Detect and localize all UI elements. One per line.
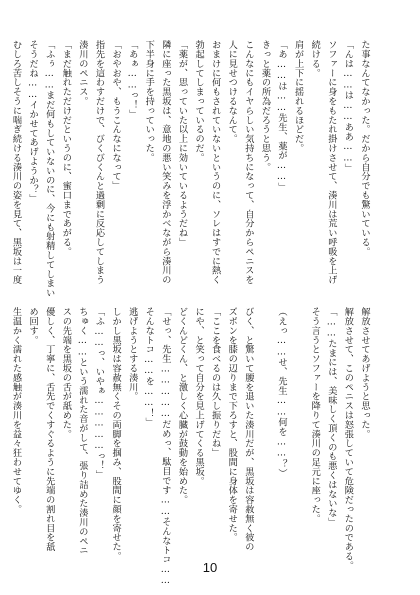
text-line: しかし黒坂は容赦無くその両脚を掴み、股間に顔を寄せた。 — [110, 307, 122, 561]
text-line: 勃起してしまっているのだ。 — [193, 40, 205, 163]
text-line: むしろ苦しそうに喘ぎ続ける湊川の姿を見て、黒坂は一度 — [10, 40, 22, 285]
text-line: 「ここを食べるのは久し振りだね」 — [209, 307, 221, 458]
text-line: 下半身に手を持っていった。 — [143, 40, 155, 163]
text-line: 続ける。 — [309, 40, 321, 78]
text-line: 肩が上下に揺れるほどだ。 — [292, 40, 304, 153]
text-line: 「あぁ……っ！」 — [126, 40, 138, 119]
text-line: 「せっ、先生……………だめっ、駄目です……そんなトコ…… — [159, 307, 171, 587]
text-line: ちゅく……という濡れた音がして、張り詰めた湊川のペニ — [76, 307, 88, 555]
text-line: （えっ……せ、先生……何を……？） — [276, 307, 288, 478]
text-line: スの先端を黒坂の舌が舐めた。 — [60, 307, 72, 439]
text-line: 「ふ……っ、いやぁ……………っ！」 — [93, 307, 105, 480]
text-line: 逃げようとする湊川。 — [126, 307, 138, 401]
text-line: おまけに何もされていないというのに、ソレはすでに熱く — [209, 40, 221, 285]
text-line: 「……たまには、美味しく頂くのも悪くはないな」 — [325, 307, 337, 527]
text-line: 「んは……は……ああ……」 — [342, 40, 354, 173]
upper-text-block — [7, 40, 372, 298]
text-line: 解放させて、このペニスは怒張していて危険だったのである。 — [342, 307, 354, 571]
text-line: 指先を這わすだけで、びくびくんと過剰に反応してしまう — [93, 40, 105, 285]
text-line: 「ふぅ……まだ何もしていないのに、今にも射精してしまい — [43, 40, 55, 298]
text-line: ズボンを膝の辺りまで下ろすと、股間に身体を寄せた。 — [226, 307, 238, 542]
text-line: こんなにもイヤらしい気持ちになって、自分からペニスを — [242, 40, 254, 285]
text-line: にや、と笑って自分を見上げてくる黒坂。 — [193, 307, 205, 486]
page-number: 10 — [202, 560, 218, 575]
text-line: 「薬が、思っていた以上に効いているようだね」 — [176, 40, 188, 247]
text-line: 解放させてあげようと思った。 — [359, 307, 370, 439]
text-line: 優しく、丁寧に、舌先でくすぐるように先端の割れ目を舐 — [43, 307, 55, 552]
text-line: め回す。 — [27, 307, 39, 345]
text-line: 湊川のペニス。 — [76, 40, 88, 106]
text-line: 「まだ触れただけだというのに、蜜口まであがる。 — [60, 40, 72, 257]
text-line: た事なんてなかった。だから自分でも驚いている。 — [359, 40, 370, 257]
text-line: きっと薬の所為だろうと思う。 — [259, 40, 271, 172]
text-line: そんなトコ……を……！」 — [143, 307, 155, 427]
text-line: 人に見せつけるなんて。 — [226, 40, 238, 144]
text-line: ソファーに身をもたれ掛けさせて、湊川は荒い呼吸を上げ — [325, 40, 337, 285]
text-line: 生温かく濡れた感触が湊川を益々狂わせてゆく。 — [10, 307, 22, 514]
text-line: そうだね……イかせてあげようか？」 — [27, 40, 39, 204]
text-line: 「おやおや、もうこんなになって」 — [110, 40, 122, 191]
text-line: 隣に座った黒坂は、意地の悪い笑みを浮かべながら湊川の — [159, 40, 171, 285]
text-line: どくんどくん、と激しく心臓が鼓動を始めた。 — [176, 307, 188, 505]
text-line: 「あ……は……先生、薬が……」 — [276, 40, 288, 192]
text-line: そう言うとソファーを降りて湊川の足元に座った。 — [309, 307, 321, 524]
text-line: びく、と驚いて腰を退いた湊川だが、黒坂は容赦無く彼の — [242, 307, 254, 552]
